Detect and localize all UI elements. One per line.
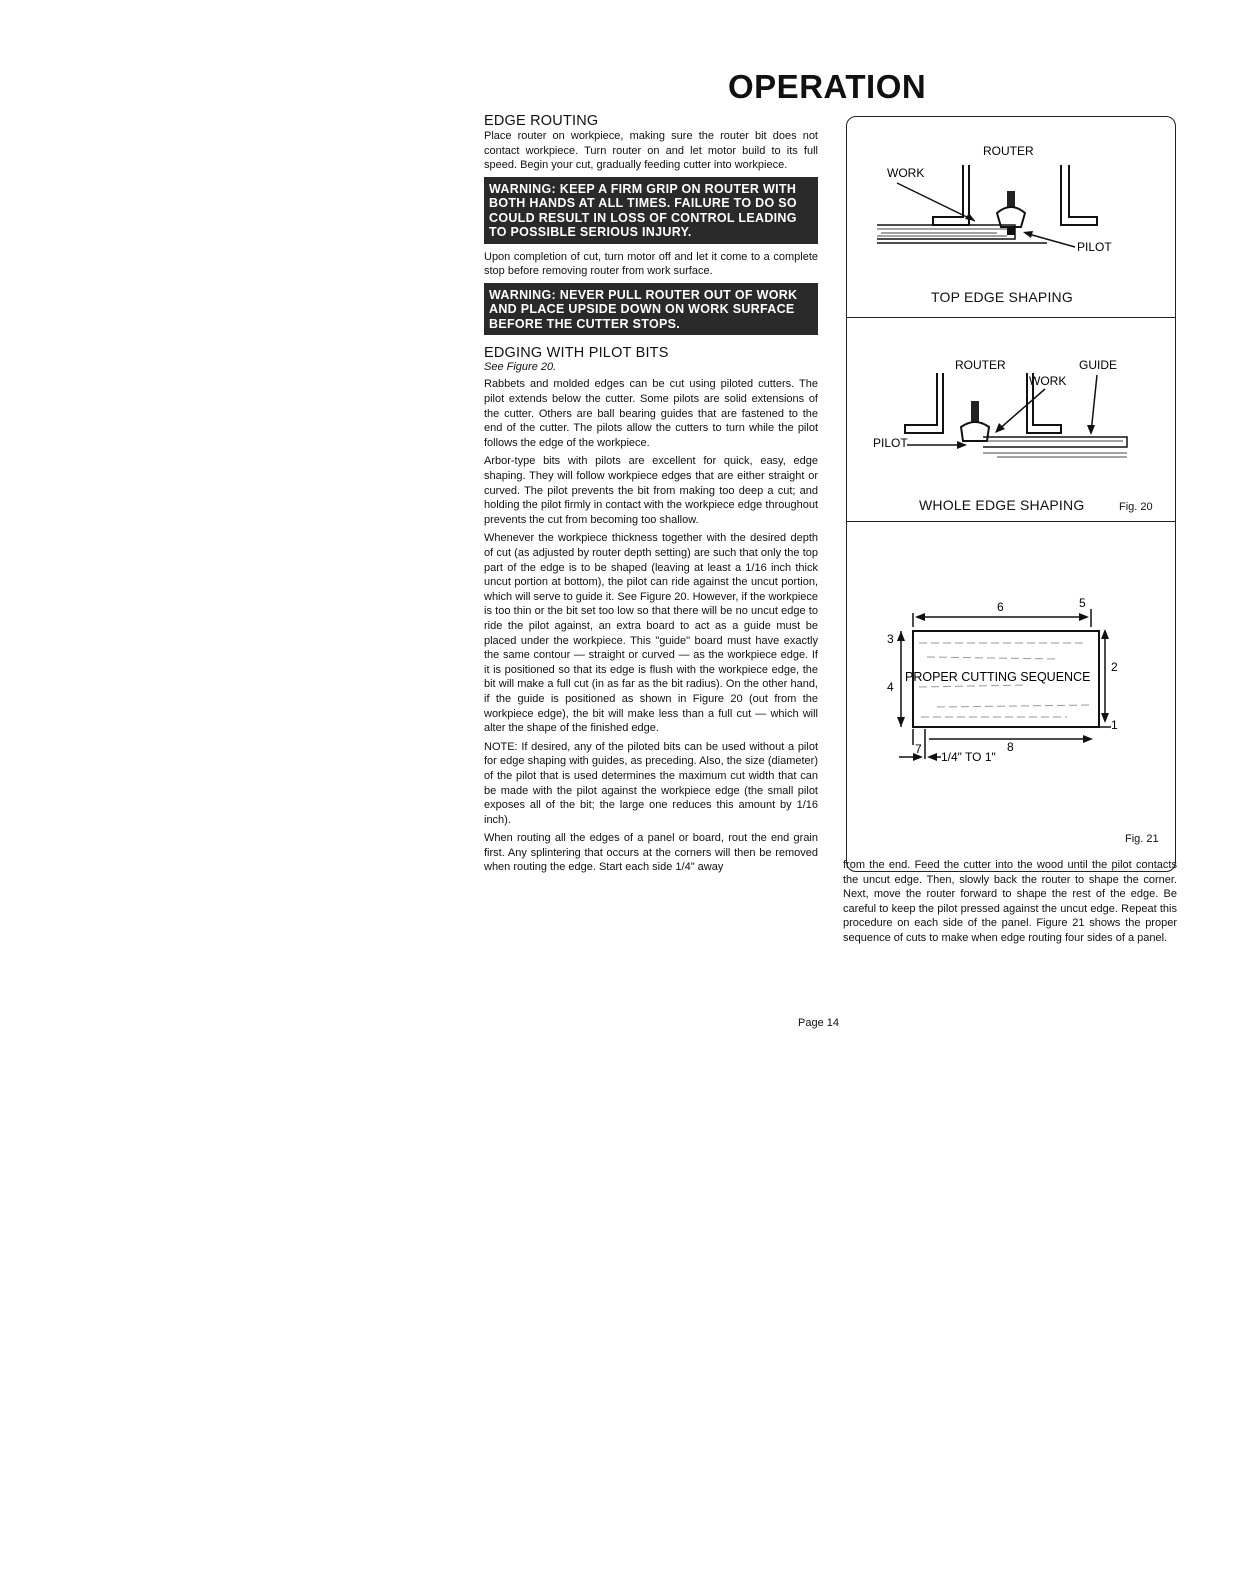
- pilot-paragraph-1: Rabbets and molded edges can be cut using piloted cutters. The pilot extends below the cutter. Some pilots are solid extensions of the cutter. Others are ball bearing guides that are fastened to the end of the cutter. The pilots allow the cutters to turn while the pilot follows the edge of the workpiece.: [484, 378, 818, 449]
- svg-text:6: 6: [997, 600, 1004, 614]
- offset-label: 1/4" TO 1": [941, 750, 996, 764]
- top-edge-illustration: [847, 117, 1175, 317]
- warning-box-pull: WARNING: NEVER PULL ROUTER OUT OF WORK AND PLACE UPSIDE DOWN ON WORK SURFACE BEFORE THE CUTTER STOPS.: [484, 283, 818, 336]
- svg-text:2: 2: [1111, 660, 1118, 674]
- caption-top-edge: TOP EDGE SHAPING: [931, 289, 1073, 305]
- edge-routing-heading: EDGE ROUTING: [484, 113, 599, 129]
- label-pilot: PILOT: [1077, 240, 1112, 254]
- figure-box: [846, 116, 1176, 872]
- see-figure-note: See Figure 20.: [484, 361, 557, 374]
- label-router: ROUTER: [955, 358, 1006, 372]
- fig-20-label: Fig. 20: [1119, 501, 1153, 513]
- svg-text:3: 3: [887, 632, 894, 646]
- right-column: [843, 858, 1177, 946]
- pilot-paragraph-5: When routing all the edges of a panel or board, rout the end grain first. Any splintering that occurs at the corners will then be removed when routing the edge. Start each side 1/4" away: [484, 832, 818, 874]
- label-work: WORK: [887, 166, 925, 180]
- label-guide: GUIDE: [1079, 358, 1118, 372]
- svg-text:8: 8: [1007, 740, 1014, 754]
- svg-text:1: 1: [1111, 718, 1118, 732]
- svg-text:7: 7: [915, 742, 922, 756]
- label-pilot: PILOT: [873, 436, 908, 450]
- divider-1: [847, 317, 1175, 318]
- edge-routing-paragraph-2: Upon completion of cut, turn motor off and let it come to a complete stop before removing router from work surface.: [484, 250, 818, 278]
- divider-2: [847, 521, 1175, 522]
- label-work: WORK: [1029, 374, 1067, 388]
- page-title: OPERATION: [728, 68, 927, 105]
- warning-box-grip: WARNING: KEEP A FIRM GRIP ON ROUTER WITH BOTH HANDS AT ALL TIMES. FAILURE TO DO SO COULD RESULT IN LOSS OF CONTROL LEADING TO POSSIBLE SERIOUS INJURY.: [484, 177, 818, 244]
- continued-paragraph: from the end. Feed the cutter into the wood until the pilot contacts the uncut edge. Then, slowly back the router to shape the corner. Next, move the router forward to shape the rest of the edge. Be careful to keep the pilot pressed against the uncut edge. Repeat this procedure on each side of the panel. Figure 21 shows the proper sequence of cuts to make when edge routing four sides of a panel.: [843, 859, 1177, 944]
- edge-routing-paragraph-1: Place router on workpiece, making sure the router bit does not contact workpiece. Turn router on and let motor build to its full speed. Begin your cut, gradually feeding cutter into workpiece.: [484, 130, 818, 172]
- left-column: [484, 113, 818, 879]
- caption-whole-edge: WHOLE EDGE SHAPING: [919, 497, 1085, 513]
- svg-text:4: 4: [887, 680, 894, 694]
- proper-cutting-sequence-label: PROPER CUTTING SEQUENCE: [905, 670, 1091, 684]
- pilot-bits-heading: EDGING WITH PILOT BITS: [484, 345, 669, 362]
- cutting-sequence-diagram: [847, 587, 1175, 787]
- pilot-paragraph-2: Arbor-type bits with pilots are excellent for quick, easy, edge shaping. They will follow workpiece edges that are either straight or curved. The pilot prevents the bit from making too deep a cut; and holding the pilot firmly in contact with the workpiece edge throughout prevents the cut from becoming too shallow.: [484, 455, 818, 526]
- svg-text:5: 5: [1079, 596, 1086, 610]
- fig-21-label: Fig. 21: [1125, 833, 1159, 845]
- label-router: ROUTER: [983, 144, 1034, 158]
- pilot-paragraph-3: Whenever the workpiece thickness together with the desired depth of cut (as adjusted by router depth setting) are such that only the top part of the edge is to be shaped (leaving at least a 1/16 inch thick uncut portion at bottom), the pilot can ride against the uncut portion, which will serve to guide it. See Figure 20. However, if the workpiece is too thin or the bit set too low so that there will be no uncut edge to ride the pilot against, an extra board to act as a guide must be placed under the workpiece. This "guide" board must have exactly the same contour — straight or curved — as the workpiece edge. If it is positioned so that its edge is flush with the workpiece edge, the bit will make a full cut (in as far as the bit radius). On the other hand, if the guide is positioned as shown in Figure 20 (out from the workpiece edge), the bit will make less than a full cut — which will alter the shape of the finished edge.: [484, 532, 818, 735]
- pilot-paragraph-4: NOTE: If desired, any of the piloted bits can be used without a pilot for edge shaping with guides, as preceding. Also, the size (diameter) of the pilot that is used determines the maximum cut width that can be made with the pilot against the workpiece edge (the small pilot exposes all of the bit; the large one reduces this amount by 1/16 inch).: [484, 740, 818, 826]
- page-number: Page 14: [798, 1017, 839, 1029]
- whole-edge-illustration: [847, 321, 1175, 481]
